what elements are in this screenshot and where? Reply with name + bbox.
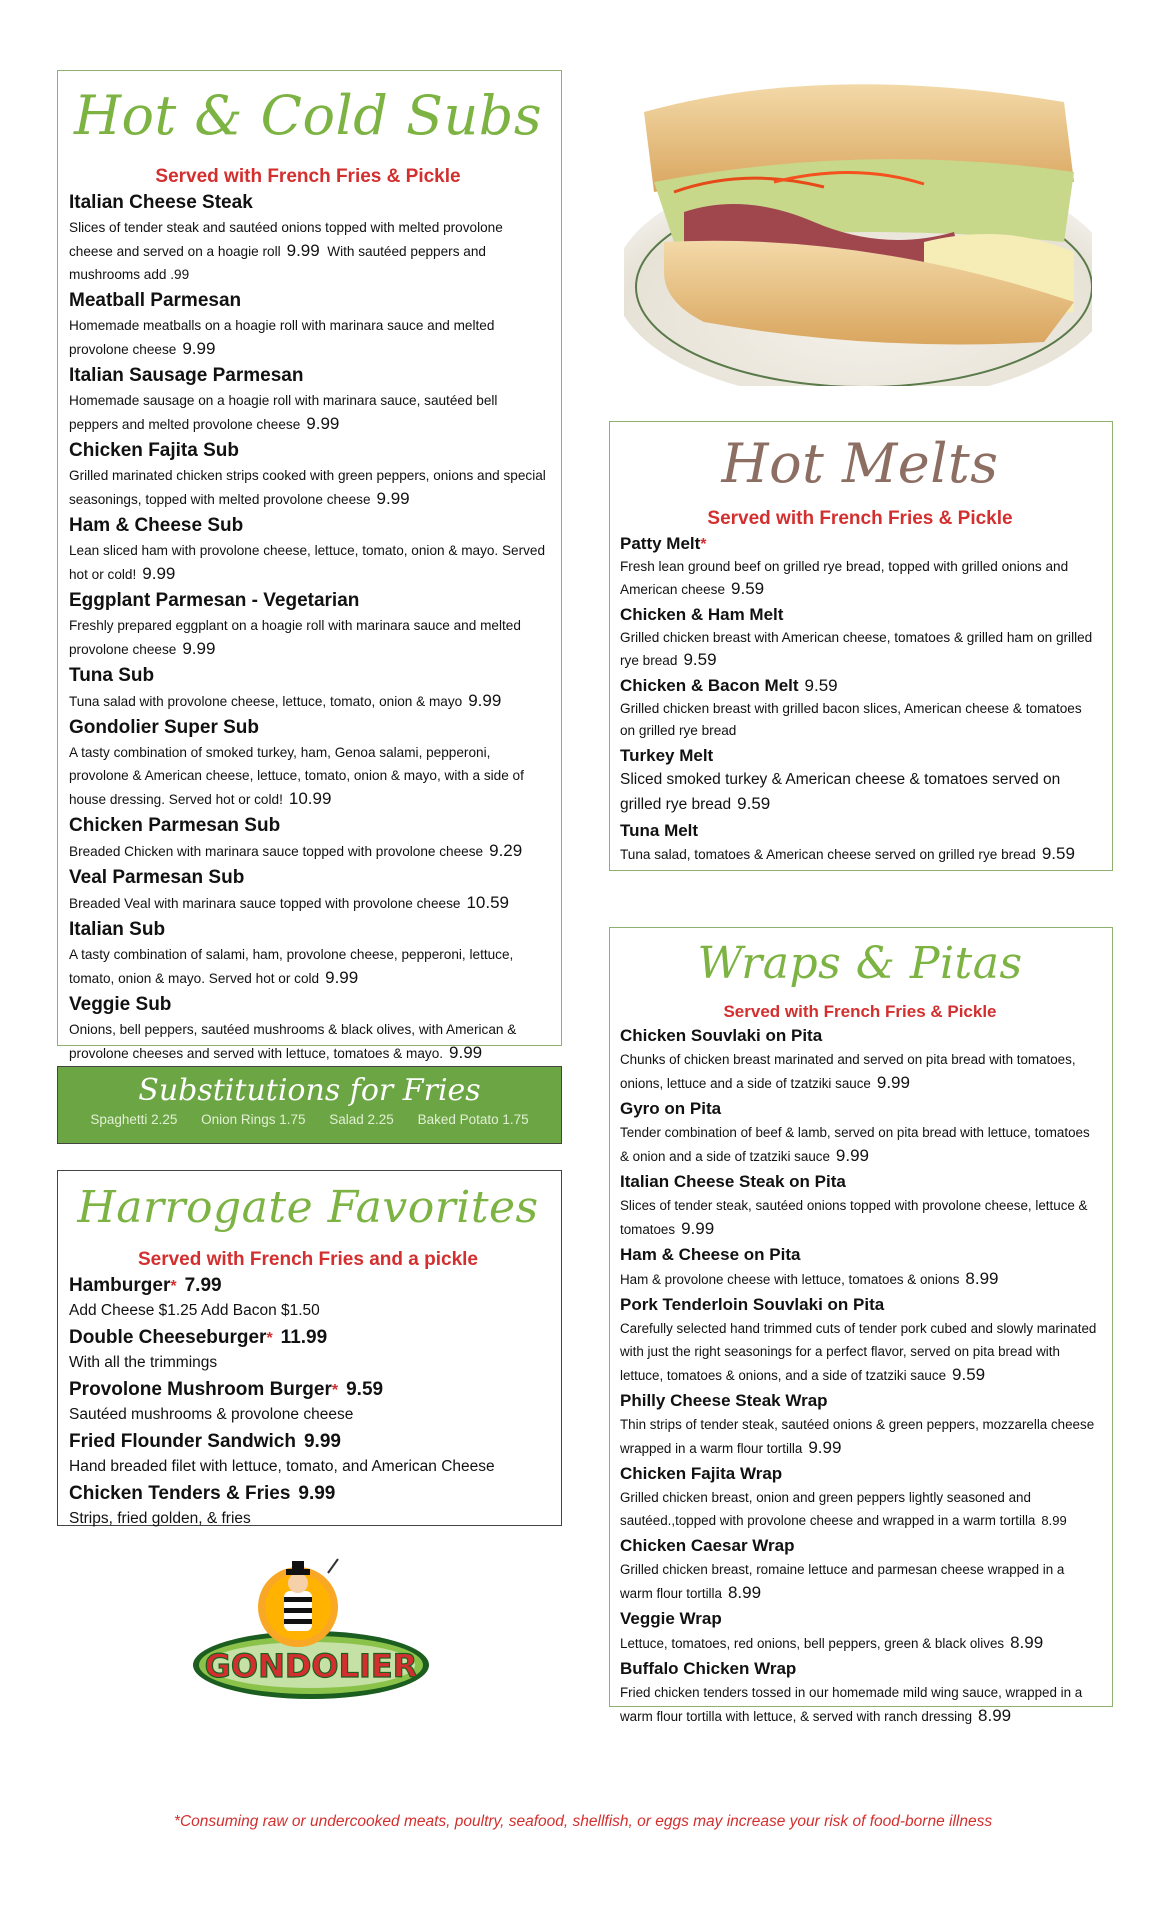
item-price: 9.59 xyxy=(737,794,771,813)
menu-item xyxy=(69,1481,547,1531)
menu-item xyxy=(69,288,547,361)
item-price: 9.59 xyxy=(1041,844,1075,863)
item-desc: Homemade sausage on a hoagie roll with marinara sauce, sautéed bell peppers and melted provolone cheese xyxy=(69,393,498,432)
item-price: 9.59 xyxy=(804,676,838,695)
item-price: 9.99 xyxy=(681,1219,715,1238)
item-name: Chicken Fajita Wrap xyxy=(620,1464,783,1483)
menu-item xyxy=(620,674,1100,742)
item-name: Italian Cheese Steak xyxy=(69,192,253,213)
item-price: 9.99 xyxy=(876,1073,910,1092)
item-desc: A tasty combination of smoked turkey, ham, Genoa salami, pepperoni, provolone & American cheese, lettuce, tomato, onion & mayo, with a side of house dressing. Served hot or cold! xyxy=(69,745,524,807)
menu-item xyxy=(69,1325,547,1375)
menu-item xyxy=(620,819,1100,866)
menu-item xyxy=(69,1377,547,1427)
item-desc: Lean sliced ham with provolone cheese, lettuce, tomato, onion & mayo. Served hot or cold! xyxy=(69,543,546,582)
substitutions-list xyxy=(58,1112,561,1127)
item-price: 8.99 xyxy=(727,1583,762,1602)
substitution-item: Baked Potato 1.75 xyxy=(417,1112,529,1127)
item-name: Pork Tenderloin Souvlaki on Pita xyxy=(620,1295,885,1314)
item-price: 9.29 xyxy=(489,841,523,860)
item-price: 9.99 xyxy=(298,1483,336,1504)
raw-warning-star: * xyxy=(266,1330,273,1347)
menu-item xyxy=(620,1389,1100,1460)
item-price: 7.99 xyxy=(184,1275,222,1296)
item-desc: Sliced smoked turkey & American cheese & tomatoes served on grilled rye bread xyxy=(620,771,1061,813)
menu-item xyxy=(620,1243,1100,1291)
item-price: 9.99 xyxy=(286,241,320,260)
hot-cold-subs-section xyxy=(57,70,562,1062)
item-name: Tuna Sub xyxy=(69,665,155,686)
menu-item xyxy=(620,744,1100,817)
item-name: Gondolier Super Sub xyxy=(69,717,260,738)
menu-item xyxy=(69,438,547,511)
menu-item xyxy=(620,603,1100,672)
item-name: Chicken Caesar Wrap xyxy=(620,1536,795,1555)
item-price: 11.99 xyxy=(280,1327,328,1348)
item-name: Veal Parmesan Sub xyxy=(69,867,245,888)
item-name: Provolone Mushroom Burger xyxy=(69,1379,332,1400)
menu-item xyxy=(69,513,547,586)
item-desc: A tasty combination of salami, ham, provolone cheese, pepperoni, lettuce, tomato, onion & mayo. Served hot or cold xyxy=(69,947,514,986)
item-name: Tuna Melt xyxy=(620,821,699,840)
substitution-item: Spaghetti 2.25 xyxy=(90,1112,178,1127)
item-desc: Ham & provolone cheese with lettuce, tomatoes & onions xyxy=(620,1272,960,1287)
item-desc: Chunks of chicken breast marinated and served on pita bread with tomatoes, onions, lettuce and a side of tzatziki sauce xyxy=(620,1052,1076,1091)
menu-item xyxy=(620,1097,1100,1168)
item-name: Turkey Melt xyxy=(620,746,714,765)
item-price: 9.99 xyxy=(182,339,216,358)
item-desc: Thin strips of tender steak, sautéed onions & green peppers, mozzarella cheese wrapped in a warm flour tortilla xyxy=(620,1417,1095,1456)
item-name: Meatball Parmesan xyxy=(69,290,242,311)
item-price: 9.59 xyxy=(731,579,765,598)
menu-item xyxy=(620,1607,1100,1655)
item-desc: Grilled chicken breast, romaine lettuce and parmesan cheese wrapped in a warm flour tortilla xyxy=(620,1562,1065,1601)
raw-warning-star: * xyxy=(331,1382,339,1399)
item-desc: Tuna salad, tomatoes & American cheese served on grilled rye bread xyxy=(620,847,1036,862)
harrogate-favorites-section xyxy=(57,1170,562,1526)
subs-served-note: Served with French Fries & Pickle xyxy=(155,166,461,187)
item-desc: Fried chicken tenders tossed in our homemade mild wing sauce, wrapped in a warm flour tortilla with lettuce, & served with ranch dressing xyxy=(620,1685,1083,1724)
item-name: Veggie Wrap xyxy=(620,1609,722,1628)
menu-item xyxy=(620,1024,1100,1095)
item-name: Patty Melt xyxy=(620,534,701,553)
substitution-item: Onion Rings 1.75 xyxy=(201,1112,306,1127)
item-desc: Onions, bell peppers, sautéed mushrooms & black olives, with American & provolone cheeses and served with lettuce, tomatoes & mayo. xyxy=(69,1022,517,1061)
item-price: 9.99 xyxy=(468,691,502,710)
melts-title: Hot Melts xyxy=(721,432,999,495)
item-desc: Breaded Chicken with marinara sauce topped with provolone cheese xyxy=(69,844,484,859)
menu-item xyxy=(69,865,547,915)
item-desc: Hand breaded filet with lettuce, tomato, and American Cheese xyxy=(69,1458,495,1475)
menu-item xyxy=(69,1273,547,1323)
item-price: 10.99 xyxy=(288,789,332,808)
item-price: 9.99 xyxy=(303,1431,341,1452)
menu-item xyxy=(620,1657,1100,1728)
favorites-list xyxy=(69,1273,547,1531)
wraps-served-note: Served with French Fries & Pickle xyxy=(723,1002,997,1021)
menu-item xyxy=(69,663,547,713)
item-desc: Sautéed mushrooms & provolone cheese xyxy=(69,1406,354,1423)
item-price: 9.99 xyxy=(182,639,216,658)
item-price: 9.99 xyxy=(325,968,359,987)
item-extra: With sautéed peppers and mushrooms add .99 xyxy=(69,244,486,282)
item-desc: Strips, fried golden, & fries xyxy=(69,1510,251,1527)
item-name: Buffalo Chicken Wrap xyxy=(620,1659,797,1678)
menu-item xyxy=(69,715,547,811)
raw-warning-star: * xyxy=(700,536,707,553)
item-name: Ham & Cheese Sub xyxy=(69,515,244,536)
hot-melts-section xyxy=(609,421,1113,871)
item-name: Chicken Fajita Sub xyxy=(69,440,239,461)
wraps-title: Wraps & Pitas xyxy=(697,938,1023,989)
substitution-item: Salad 2.25 xyxy=(329,1112,394,1127)
item-name: Chicken & Ham Melt xyxy=(620,605,784,624)
subs-title: Hot & Cold Subs xyxy=(73,84,543,147)
item-desc: Carefully selected hand trimmed cuts of tender pork cubed and slowly marinated with just the right seasonings for a perfect flavor, served on pita bread with lettuce, tomatoes & onions, and a side of tzatziki sauce xyxy=(620,1321,1097,1383)
item-desc: With all the trimmings xyxy=(69,1354,218,1371)
item-desc: Tuna salad with provolone cheese, lettuce, tomato, onion & mayo xyxy=(69,694,463,709)
menu-item xyxy=(69,1429,547,1479)
item-price: 9.59 xyxy=(952,1365,986,1384)
item-name: Philly Cheese Steak Wrap xyxy=(620,1391,828,1410)
item-price: 9.99 xyxy=(376,489,410,508)
item-name: Gyro on Pita xyxy=(620,1099,722,1118)
sandwich-photo xyxy=(624,72,1092,386)
wraps-pitas-section xyxy=(609,927,1113,1725)
item-desc: Lettuce, tomatoes, red onions, bell peppers, green & black olives xyxy=(620,1636,1005,1651)
menu-item xyxy=(620,1170,1100,1241)
logo-text: GONDOLIER xyxy=(204,1647,418,1685)
item-name: Eggplant Parmesan - Vegetarian xyxy=(69,590,360,611)
substitutions-title: Substitutions for Fries xyxy=(138,1073,481,1108)
item-name: Chicken Parmesan Sub xyxy=(69,815,281,836)
item-price: 10.59 xyxy=(466,893,509,912)
item-name: Chicken Souvlaki on Pita xyxy=(620,1026,823,1045)
item-price: 9.99 xyxy=(808,1438,842,1457)
item-price: 8.99 xyxy=(1041,1513,1067,1528)
melts-list xyxy=(620,532,1100,866)
favorites-title: Harrogate Favorites xyxy=(77,1182,539,1233)
favorites-served-note: Served with French Fries and a pickle xyxy=(137,1249,478,1270)
item-desc: Slices of tender steak, sautéed onions topped with provolone cheese, lettuce & tomatoes xyxy=(620,1198,1088,1237)
menu-item xyxy=(69,588,547,661)
item-price: 9.99 xyxy=(142,564,176,583)
item-name: Italian Sub xyxy=(69,919,166,940)
item-name: Chicken Tenders & Fries xyxy=(69,1483,291,1504)
menu-item xyxy=(69,363,547,436)
item-price: 9.99 xyxy=(835,1146,870,1165)
menu-item xyxy=(69,992,547,1065)
menu-item xyxy=(69,190,547,286)
item-price: 9.99 xyxy=(449,1043,483,1062)
item-desc: Grilled chicken breast with grilled bacon slices, American cheese & tomatoes on grilled rye bread xyxy=(620,701,1082,738)
raw-warning-star: * xyxy=(170,1278,177,1295)
item-price: 9.59 xyxy=(683,650,717,669)
item-name: Ham & Cheese on Pita xyxy=(620,1245,801,1264)
item-name: Fried Flounder Sandwich xyxy=(69,1431,296,1452)
item-desc: Tender combination of beef & lamb, served on pita bread with lettuce, tomatoes & onion and a side of tzatziki sauce xyxy=(620,1125,1090,1164)
menu-item xyxy=(69,917,547,990)
subs-list xyxy=(69,190,547,1065)
item-price: 9.59 xyxy=(346,1379,384,1400)
item-price: 8.99 xyxy=(1010,1633,1044,1652)
menu-item xyxy=(620,1293,1100,1387)
item-name: Italian Cheese Steak on Pita xyxy=(620,1172,846,1191)
item-desc: Freshly prepared eggplant on a hoagie roll with marinara sauce and melted provolone cheese xyxy=(69,618,521,657)
item-desc: Grilled chicken breast with American cheese, tomatoes & grilled ham on grilled rye bread xyxy=(620,630,1093,668)
item-price: 8.99 xyxy=(978,1706,1012,1725)
item-name: Veggie Sub xyxy=(69,994,172,1015)
item-price: 9.99 xyxy=(306,414,340,433)
item-desc: Slices of tender steak and sautéed onions topped with melted provolone cheese and served on a hoagie roll xyxy=(69,220,503,259)
item-desc: Grilled marinated chicken strips cooked with green peppers, onions and special seasonings, topped with melted provolone cheese xyxy=(69,468,546,507)
item-desc: Breaded Veal with marinara sauce topped with provolone cheese xyxy=(69,896,461,911)
item-desc: Fresh lean ground beef on grilled rye bread, topped with grilled onions and American cheese xyxy=(620,559,1069,597)
item-desc: Homemade meatballs on a hoagie roll with marinara sauce and melted provolone cheese xyxy=(69,318,495,357)
item-name: Italian Sausage Parmesan xyxy=(69,365,304,386)
item-price: 8.99 xyxy=(965,1269,999,1288)
food-safety-disclaimer: *Consuming raw or undercooked meats, poultry, seafood, shellfish, or eggs may increase your risk of food-borne illness xyxy=(173,1813,993,1830)
item-name: Hamburger xyxy=(69,1275,171,1296)
menu-item xyxy=(620,1534,1100,1605)
substitutions-banner xyxy=(57,1066,562,1144)
item-name: Chicken & Bacon Melt xyxy=(620,676,799,695)
menu-item xyxy=(620,1462,1100,1532)
gondolier-logo xyxy=(188,1555,434,1705)
menu-item xyxy=(620,532,1100,601)
menu-item xyxy=(69,813,547,863)
item-desc: Add Cheese $1.25 Add Bacon $1.50 xyxy=(69,1302,320,1319)
item-desc: Grilled chicken breast, onion and green peppers lightly seasoned and sautéed.,topped with provolone cheese and wrapped in a warm tortilla xyxy=(620,1490,1036,1528)
wraps-list xyxy=(620,1024,1100,1728)
melts-served-note: Served with French Fries & Pickle xyxy=(707,508,1013,529)
item-name: Double Cheeseburger xyxy=(69,1327,267,1348)
